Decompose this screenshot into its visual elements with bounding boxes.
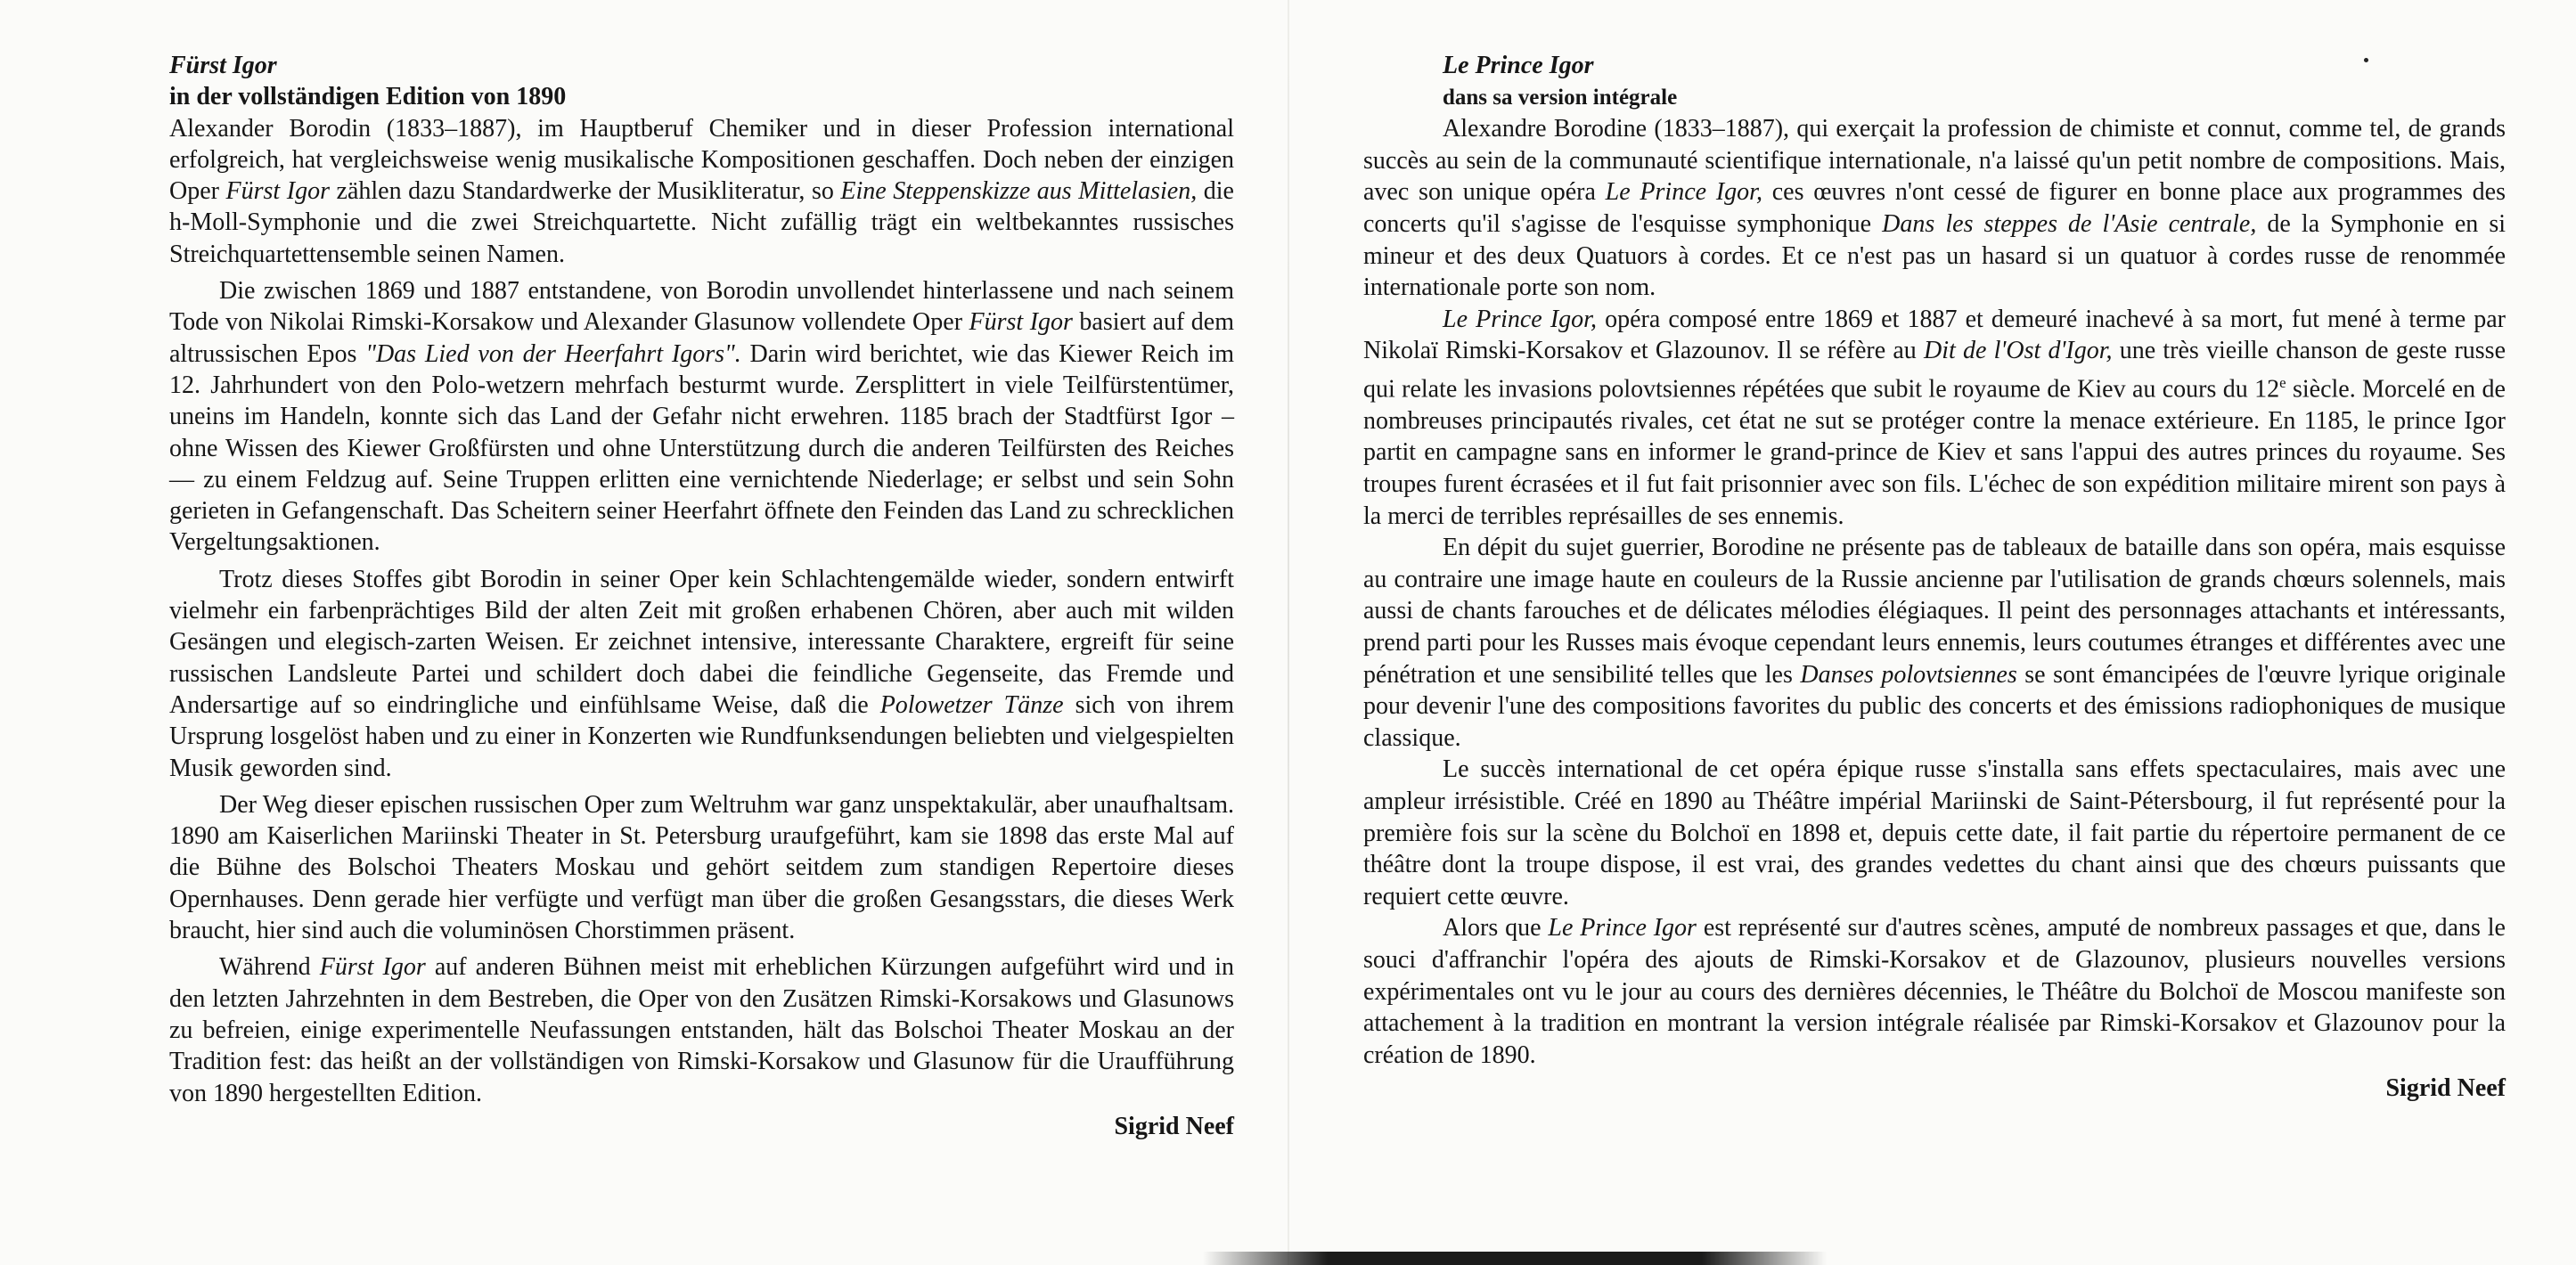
text-run: Darin wird berichtet, wie das Kiewer Reich im 12. Jahrhundert von den Polo-wetzern mehrfach besturmt wurde. Zersplittert in viele Teilfürstentümer, uneins im Handeln, konnte sich das Land der Gefahr nicht erwehren. 1185 brach der Stadtfürst Igor – ohne Wissen des Kiewer Großfürsten und ohne Unterstützung durch die anderen Teilfürsten des Reiches — zu einem Feldzug auf. Seine Truppen erlitten eine vernichtende Niederlage; er selbst und sein Sohn gerieten in Gefangenschaft. Das Scheitern seiner Heerfahrt öffnete den Feinden das Land zu schrecklichen Vergeltungsaktionen. bbox=[169, 339, 1234, 557]
right-paragraph-1 bbox=[1363, 113, 2506, 304]
italic-title-run: Danses polovtsiennes bbox=[1800, 660, 2017, 689]
text-run: Alexander Borodin (1833–1887), im Hauptberuf Chemiker und in dieser Profession international erfolgreich, hat vergleichsweise wenig musikalische Kompositionen geschaffen. Doch neben der einzigen Oper bbox=[169, 114, 1234, 206]
text-run: zählen dazu Standardwerke der Musikliteratur, so bbox=[329, 177, 841, 206]
italic-title-run: Le Prince Igor, bbox=[1605, 178, 1762, 207]
text-run: auf anderen Bühnen meist mit erheblichen Kürzungen aufgeführt wird und in den letzten Jahrzehnten in dem Bestreben, die Oper von den Zusätzen Rimski-Korsakows und Glasunows zu befreien, einige experimentelle Neufassungen entstanden, hält das Bolschoi Theater Moskau an der Tradition fest: das heißt an der vollständigen von Rimski-Korsakow und Glasunow für die Uraufführung von 1890 hergestellten Edition. bbox=[169, 953, 1234, 1107]
right-paragraph-5 bbox=[1363, 912, 2506, 1071]
italic-title-run: Fürst Igor bbox=[969, 308, 1073, 337]
superscript-run: e bbox=[2279, 373, 2286, 391]
italic-title-run: Fürst Igor bbox=[225, 177, 330, 206]
bottom-shadow-band bbox=[1203, 1252, 1827, 1265]
text-run: die h-Moll-Symphonie und die zwei Streichquartette. Nicht zufällig trägt ein weltbekanntes russisches Streichquartettensemble seinen Namen. bbox=[169, 177, 1234, 268]
text-run: Trotz dieses Stoffes gibt Borodin in seiner Oper kein Schlachtengemälde wieder, sondern entwirft vielmehr ein farbenprächtiges Bild der alten Zeit mit großen erhabenen Chören, aber auch mit wilden Gesängen und elegisch-zarten Weisen. Er zeichnet intensive, interessante Charaktere, ergreift für seine russischen Landsleute Partei und schildert doch dabei die feindliche Gegenseite, das Fremde und Andersartige auf so eindringliche und einfühlsame Weise, daß die bbox=[169, 565, 1234, 719]
text-run: Le succès international de cet opéra épique russe s'installa sans effets spectaculaires, mais avec une ampleur irrésistible. Créé en 1890 au Théâtre impérial Mariinski de Saint-Pétersbourg, il fut représenté pour la première fois sur la scène du Bolchoï en 1898 et, depuis cette date, il fait partie du répertoire permanent de ce théâtre dont la troupe dispose, il est vrai, des grandes vedettes du chant ainsi que des chœurs puissants que requiert cette œuvre. bbox=[1363, 755, 2506, 910]
text-run: Alors que bbox=[1443, 914, 1549, 943]
italic-title-run: Dans les steppes de l'Asie centrale, bbox=[1882, 209, 2257, 238]
left-title: Fürst Igor bbox=[169, 52, 277, 79]
right-page-french bbox=[1363, 50, 2506, 1105]
italic-title-run: Polowetzer Tänze bbox=[879, 690, 1064, 719]
text-run: une très vieille chanson de geste russe qui relate les invasions polovtsiennes répétées que subit le royaume de Kiev au cours du 12 bbox=[1363, 337, 2506, 404]
italic-title-run: Le Prince Igor, bbox=[1443, 305, 1597, 333]
italic-title-run: Le Prince Igor bbox=[1548, 914, 1697, 943]
left-paragraph-5 bbox=[169, 951, 1234, 1108]
text-run: Der Weg dieser epischen russischen Oper zum Weltruhm war ganz unspektakulär, aber unaufhaltsam. 1890 am Kaiserlichen Mariinski Theater in St. Petersburg uraufgeführt, kam sie 1898 das erste Mal auf die Bühne des Bolschoi Theaters Moskau und gehört seitdem zum standigen Repertoire dieses Opernhauses. Denn gerade hier verfügte und verfügt man über die großen Gesangsstars, die dieses Werk braucht, hier sind auch die voluminösen Chorstimmen präsent. bbox=[169, 790, 1234, 945]
left-page-german bbox=[169, 50, 1234, 1142]
left-signature: Sigrid Neef bbox=[1114, 1112, 1234, 1140]
text-run: est représenté sur d'autres scènes, amputé de nombreux passages et que, dans le souci d'affranchir l'opéra des ajouts de Rimski-Korsakov et de Glazounov, plusieurs nouvelles versions expérimentales ont vu le jour au cours des dernières décennies, le Théâtre du Bolchoï de Moscou manifeste son attachement à la tradition en montrant la version intégrale réalisée par Rimski-Korsakov et Glazounov pour la création de 1890. bbox=[1363, 914, 2506, 1069]
left-paragraph-1 bbox=[169, 113, 1234, 270]
text-run: ces œuvres n'ont cessé de figurer en bonne place aux programmes des concerts qu'il s'agisse de l'esquisse symphonique bbox=[1363, 178, 2506, 238]
left-paragraph-2 bbox=[169, 275, 1234, 559]
right-paragraph-2 bbox=[1363, 304, 2506, 532]
text-run: sich von ihrem Ursprung losgelöst haben und zu einer in Konzerten wie Rundfunksendungen beliebten und vielgespielten Musik geworden sind. bbox=[169, 690, 1234, 782]
text-run: Während bbox=[219, 953, 320, 982]
right-title: Le Prince Igor bbox=[1443, 52, 1594, 79]
left-paragraph-3 bbox=[169, 564, 1234, 784]
right-subtitle: dans sa version intégrale bbox=[1443, 85, 1678, 110]
right-paragraph-3 bbox=[1363, 532, 2506, 754]
page-fold bbox=[1288, 0, 1289, 1265]
text-run: se sont émancipées de l'œuvre lyrique originale pour devenir l'une des compositions favorites du public des concerts et des émissions radiophoniques de musique classique. bbox=[1363, 660, 2506, 752]
text-run: basiert auf dem altrussischen Epos bbox=[169, 308, 1234, 368]
italic-title-run: "Das Lied von der Heerfahrt Igors". bbox=[365, 339, 741, 368]
text-run: opéra composé entre 1869 et 1887 et demeuré inachevé à sa mort, fut mené à terme par Nikolaï Rimski-Korsakov et Glazounov. Il se réfère au bbox=[1363, 305, 2506, 365]
italic-title-run: Fürst Igor bbox=[319, 953, 426, 982]
left-paragraph-4 bbox=[169, 789, 1234, 946]
text-run: siècle. Morcelé en de nombreuses principautés rivales, cet état ne sut se protéger contre la menace extérieure. En 1185, le prince Igor partit en campagne sans en informer le grand-prince de Kiev et sans l'appui des autres princes du royaume. Ses troupes furent écrasées et il fut fait prisonnier avec son fils. L'échec de son expédition militaire mirent son pays à la merci de terribles représailles de ses ennemis. bbox=[1363, 375, 2506, 530]
italic-title-run: Eine Steppenskizze aus Mittelasien, bbox=[840, 177, 1198, 206]
text-run: Die zwischen 1869 und 1887 entstandene, von Borodin unvollendet hinterlassene und nach seinem Tode von Nikolai Rimski-Korsakow und Alexander Glasunow vollendete Oper bbox=[169, 277, 1234, 337]
text-run: En dépit du sujet guerrier, Borodine ne présente pas de tableaux de bataille dans son opéra, mais esquisse au contraire une image haute en couleurs de la Russie ancienne par l'utilisation de grands chœurs solennels, mais aussi de chants farouches et de délicates mélodies élégiaques. Il peint des personnages attachants et intéressants, prend parti pour les Russes mais évoque cependant leurs ennemis, leurs coutumes étranges et différentes avec une pénétration et une sensibilité telles que les bbox=[1363, 534, 2506, 689]
text-run: Alexandre Borodine (1833–1887), qui exerçait la profession de chimiste et connut, comme tel, de grands succès au sein de la communauté scientifique internationale, n'a laissé qu'un petit nombre de compositions. Mais, avec son unique opéra bbox=[1363, 115, 2506, 207]
italic-title-run: Dit de l'Ost d'Igor, bbox=[1924, 337, 2113, 365]
text-run: de la Symphonie en si mineur et des deux Quatuors à cordes. Et ce n'est pas un hasard si un quatuor à cordes russe de renommée internationale porte son nom. bbox=[1363, 209, 2506, 302]
right-paragraph-4 bbox=[1363, 754, 2506, 912]
left-subtitle: in der vollständigen Edition von 1890 bbox=[169, 83, 567, 111]
right-signature: Sigrid Neef bbox=[2385, 1074, 2506, 1103]
